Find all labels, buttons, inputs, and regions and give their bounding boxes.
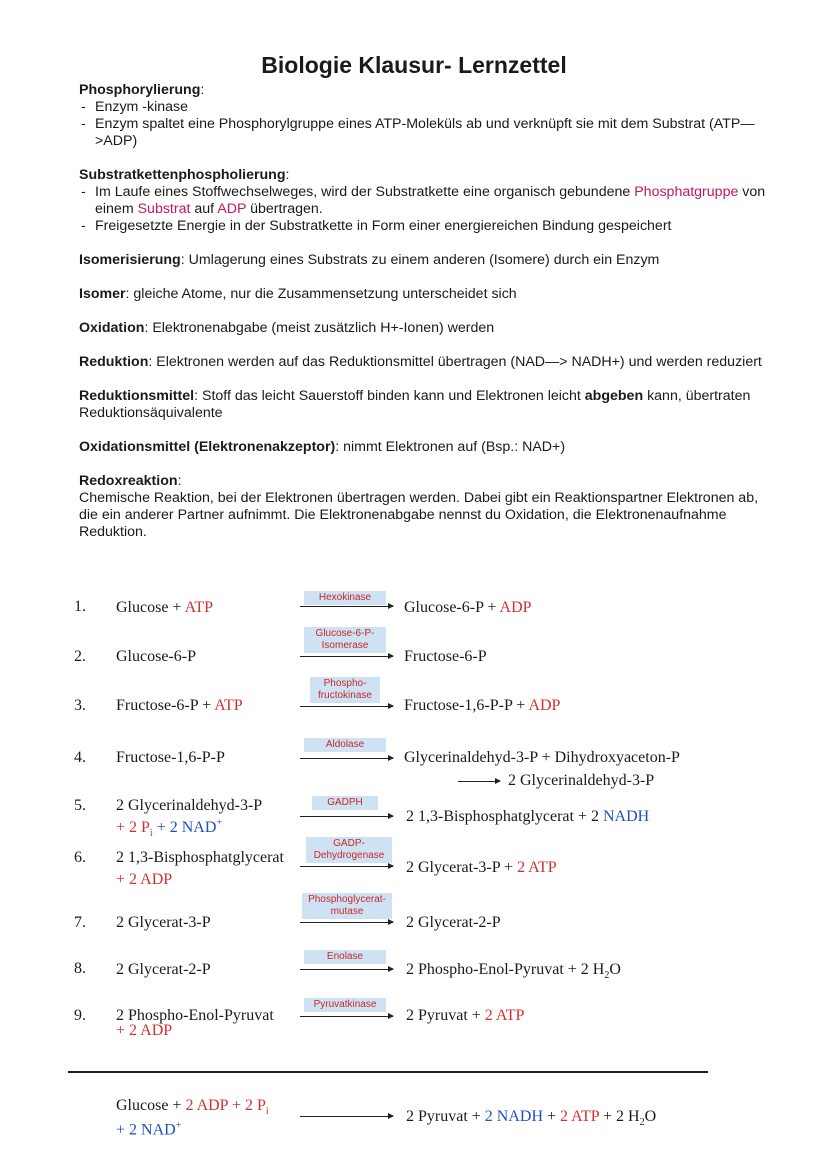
colon: :	[285, 167, 290, 183]
text: +	[543, 1108, 561, 1125]
text: Dehydrogenase	[313, 850, 385, 861]
enzyme-label	[302, 893, 392, 919]
enzyme-label: GADPH	[312, 796, 378, 810]
text: 2 Glycerat-3-P +	[406, 859, 518, 876]
text: kann, übertraten Reduktionsäquivalente	[79, 388, 751, 421]
product: 2 Glycerinaldehyd-3-P	[508, 772, 655, 789]
heading: Reduktionsmittel	[79, 388, 195, 404]
highlight: Phosphatgruppe	[634, 184, 739, 200]
reaction-arrow	[300, 816, 393, 817]
subscript: 2	[639, 1117, 645, 1129]
superscript: +	[216, 818, 223, 829]
text: Glucose +	[116, 599, 185, 616]
text: 2 Phospho-Enol-Pyruvat + 2 H	[406, 961, 605, 978]
reaction-arrow	[300, 1116, 393, 1117]
reaction-arrow	[300, 969, 393, 970]
text: GADP-	[333, 838, 365, 849]
nad	[153, 819, 222, 836]
atp: ATP	[184, 599, 214, 616]
substrate-adp: + 2 ADP	[116, 1022, 173, 1039]
colon: :	[177, 473, 182, 489]
heading: Phosphorylierung	[79, 82, 201, 98]
enzyme-label: Aldolase	[304, 738, 386, 752]
subscript: i	[265, 1106, 269, 1118]
text: + 2 NAD	[152, 819, 217, 837]
text: Im Laufe eines Stoffwechselweges, wird der Substratkette eine organisch gebundene	[95, 184, 631, 200]
adp-phosphate	[185, 1097, 269, 1118]
atp: ATP	[214, 697, 243, 714]
product	[404, 599, 532, 617]
substrate: 2 Glycerinaldehyd-3-P	[116, 797, 263, 814]
text: : gleiche Atome, nur die Zusammensetzung unterscheidet sich	[125, 286, 517, 302]
text: Glucose-6-P +	[404, 599, 500, 616]
substrate: 2 Glycerat-2-P	[116, 961, 211, 978]
reaction-arrow	[300, 706, 393, 707]
text: + 2 NAD	[116, 1121, 176, 1139]
text: fructokinase	[318, 690, 372, 701]
step-number: 7.	[74, 914, 86, 931]
bold-text: abgeben	[584, 388, 644, 404]
text: + 2 P	[116, 819, 150, 837]
nadh: NADH	[603, 808, 650, 825]
text: Chemische Reaktion, bei der Elektronen übertragen werden. Dabei gibt ein Reaktionspartner Elektronen ab, die ein anderer Partner aufnimmt. Die Elektronenabgabe nennst du Oxidation, die Elektronenaufnahme Reduktion.	[79, 490, 759, 540]
product	[406, 859, 557, 877]
product: 2 Glycerat-2-P	[406, 914, 501, 931]
product	[406, 961, 621, 981]
text: Glucose-6-P-	[315, 628, 375, 639]
page-title: Biologie Klausur- Lernzettel	[261, 52, 567, 78]
step-number: 2.	[74, 648, 86, 665]
heading: Isomerisierung	[79, 252, 181, 268]
enzyme-label: Pyruvatkinase	[304, 998, 386, 1012]
reaction-arrow	[300, 656, 393, 657]
atp: 2 ATP	[484, 1007, 525, 1024]
substrate: 2 Glycerat-3-P	[116, 914, 211, 931]
text: Phosphoglycerat-	[308, 894, 386, 905]
summary-product	[406, 1108, 656, 1128]
superscript: +	[175, 1120, 182, 1131]
reaction-arrow	[300, 758, 393, 759]
atp: 2 ATP	[517, 859, 557, 876]
text: 2 ADP + 2 P	[185, 1097, 266, 1114]
substrate	[116, 599, 213, 617]
colon: :	[200, 82, 205, 98]
enzyme-label: Hexokinase	[304, 591, 386, 605]
summary-substrate	[116, 1097, 269, 1117]
text: 2 Pyruvat +	[406, 1007, 485, 1024]
reaction-arrow	[300, 606, 393, 607]
subscript: i	[149, 828, 153, 840]
substrate: Glucose-6-P	[116, 648, 196, 665]
text: Isomerase	[321, 640, 369, 651]
step-number: 5.	[74, 797, 86, 814]
text: : Umlagerung eines Substrats zu einem anderen (Isomere) durch ein Enzym	[180, 252, 660, 268]
nadh: 2 NADH	[484, 1108, 544, 1125]
enzyme-label	[304, 627, 386, 653]
step-number: 4.	[74, 749, 86, 766]
text: : Stoff das leicht Sauerstoff binden kann und Elektronen leicht	[194, 388, 585, 404]
enzyme-label	[306, 837, 392, 863]
text: O	[609, 961, 621, 978]
text: Glucose +	[116, 1097, 186, 1114]
enzyme-label: Enolase	[304, 950, 386, 964]
highlight: Substrat	[137, 201, 191, 217]
enzyme-label	[310, 677, 380, 703]
product	[406, 1007, 524, 1025]
reaction-arrow	[300, 866, 393, 867]
product	[404, 697, 560, 715]
text: auf	[190, 201, 218, 217]
text: Fructose-6-P +	[116, 697, 215, 714]
text: : Elektronen werden auf das Reduktionsmittel übertragen (NAD—> NADH+) und werden reduziert	[148, 354, 762, 370]
subscript: 2	[604, 970, 610, 982]
text: mutase	[330, 906, 364, 917]
text: : Elektronenabgabe (meist zusätzlich H+-Ionen) werden	[144, 320, 495, 336]
step-number: 3.	[74, 697, 86, 714]
heading: Oxidation	[79, 320, 145, 336]
substrate-adp: + 2 ADP	[116, 871, 173, 888]
text: Phospho-	[323, 678, 367, 689]
text: Fructose-1,6-P-P +	[404, 697, 529, 714]
heading: Isomer	[79, 286, 126, 302]
text: 2 Pyruvat +	[406, 1108, 485, 1125]
product: Fructose-6-P	[404, 648, 487, 665]
substrate: 2 1,3-Bisphosphatglycerat	[116, 849, 284, 866]
summary-nad	[116, 1120, 181, 1139]
step-number: 6.	[74, 849, 86, 866]
reaction-arrow	[300, 1016, 393, 1017]
text: + 2 H	[599, 1108, 640, 1125]
text: O	[644, 1108, 657, 1125]
substrate	[116, 697, 243, 715]
text: 2 1,3-Bisphosphatglycerat + 2	[406, 808, 603, 825]
reaction-arrow	[300, 922, 393, 923]
step-number: 1.	[74, 598, 86, 615]
heading: Substratkettenphospholierung	[79, 167, 286, 183]
product	[406, 808, 649, 826]
heading: Oxidationsmittel (Elektronenakzeptor)	[79, 439, 336, 455]
substrate-cofactors	[116, 818, 222, 840]
adp: ADP	[528, 697, 561, 714]
bullet: - Enzym spaltet eine Phosphorylgruppe eines ATP-Moleküls ab und verknüpft sie mit dem Substrat (ATP—>ADP)	[79, 116, 769, 150]
substrate: 2 Phospho-Enol-Pyruvat	[116, 1007, 274, 1024]
text: von einem	[95, 184, 766, 217]
reaction-arrow	[458, 781, 500, 782]
step-number: 9.	[74, 1007, 86, 1024]
text: übertragen.	[246, 201, 323, 217]
product: Glycerinaldehyd-3-P + Dihydroxyaceton-P	[404, 749, 680, 766]
step-number: 8.	[74, 960, 86, 977]
heading: Redoxreaktion	[79, 473, 178, 489]
divider	[68, 1071, 708, 1073]
adp: ADP	[499, 599, 532, 616]
highlight: ADP	[217, 201, 247, 217]
bullet: - Enzym -kinase	[79, 99, 769, 116]
phosphate	[116, 819, 153, 840]
substrate: Fructose-1,6-P-P	[116, 749, 225, 766]
heading: Reduktion	[79, 354, 149, 370]
atp: 2 ATP	[560, 1108, 600, 1125]
text: : nimmt Elektronen auf (Bsp.: NAD+)	[335, 439, 566, 455]
bullet: - Freigesetzte Energie in der Substratkette in Form einer energiereichen Bindung gespeichert	[79, 218, 769, 235]
